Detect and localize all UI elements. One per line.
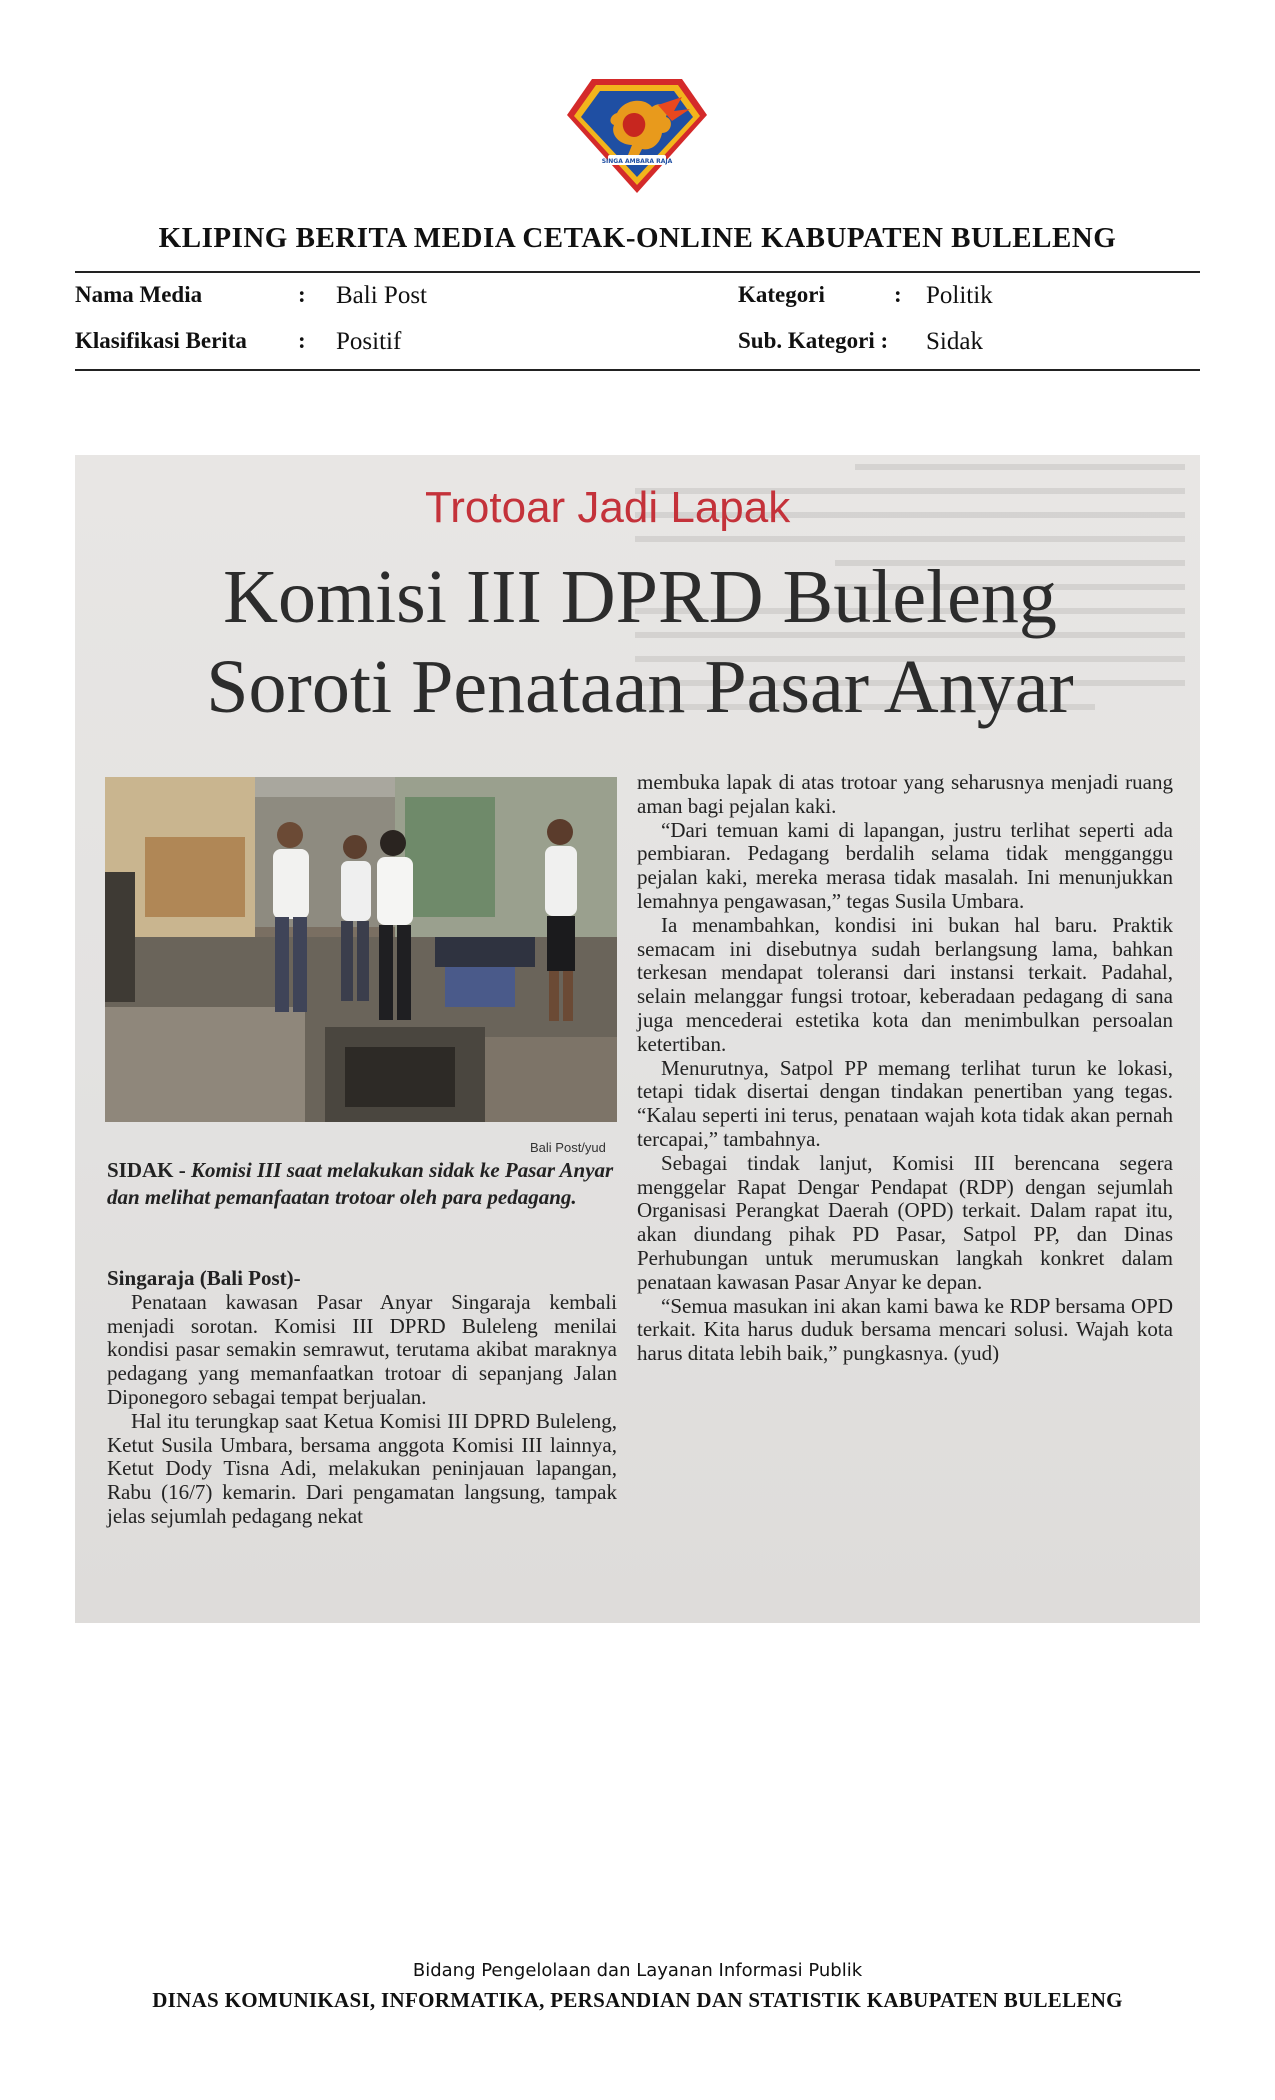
buleleng-logo — [562, 75, 712, 195]
footer-department: Bidang Pengelolaan dan Layanan Informasi Publik — [412, 1960, 863, 1981]
article-photo — [105, 777, 617, 1122]
header-bottom-rule — [75, 369, 1200, 371]
caption-body: Komisi III saat melakukan sidak ke Pasar Anyar dan melihat pemanfaatan trotoar oleh para pedagang. — [107, 1158, 614, 1209]
kategori-label: Kategori — [738, 282, 825, 307]
right-paragraph: Ia menambahkan, kondisi ini bukan hal baru. Praktik semacam ini disebutnya sudah berlangsung lama, bahkan terkesan mendapat toleransi dari instansi terkait. Padahal, selain melanggar fungsi trotoar, keberadaan pedagang di sana juga mencederai estetika kota dan menimbulkan persoalan ketertiban. — [637, 912, 1173, 1056]
klasifikasi-label: Klasifikasi Berita — [75, 328, 247, 353]
kategori-value: Politik — [926, 282, 993, 309]
article-dateline: Singaraja (Bali Post)- — [107, 1266, 301, 1290]
caption-lead: SIDAK - — [107, 1158, 186, 1182]
nama-media-value: Bali Post — [336, 282, 427, 309]
photo-credit: Bali Post/yud — [530, 1140, 606, 1155]
klasifikasi-value: Positif — [336, 328, 402, 355]
right-paragraph: Menurutnya, Satpol PP memang terlihat turun ke lokasi, tetapi tidak disertai dengan tindakan penertiban yang tegas. “Kalau seperti ini terus, penataan wajah kota tidak akan pernah tercapai,” tambahnya. — [637, 1055, 1173, 1151]
kategori-colon: : — [894, 282, 902, 307]
right-paragraph: membuka lapak di atas trotoar yang seharusnya menjadi ruang aman bagi pejalan kaki. — [637, 770, 1173, 818]
article-right-column — [637, 771, 1173, 1366]
article-kicker: Trotoar Jadi Lapak — [425, 483, 791, 532]
sub-kategori-value: Sidak — [926, 328, 983, 355]
logo-emblem-icon — [562, 75, 712, 195]
headline-line-1: Komisi III DPRD Buleleng — [223, 555, 1057, 639]
right-paragraph: Sebagai tindak lanjut, Komisi III berencana segera menggelar Rapat Dengar Pendapat (RDP) dengan sejumlah Organisasi Perangkat Daerah (OPD) terkait. Dalam rapat itu, akan diundang pihak PD Pasar, Satpol PP, dan Dinas Perhubungan untuk merumuskan langkah konkret dalam penataan kawasan Pasar Anyar ke depan. — [637, 1150, 1173, 1294]
footer-agency: DINAS KOMUNIKASI, INFORMATIKA, PERSANDIAN DAN STATISTIK KABUPATEN BULELENG — [152, 1988, 1123, 2012]
right-paragraph: “Semua masukan ini akan kami bawa ke RDP bersama OPD terkait. Kita harus duduk bersama mencari solusi. Wajah kota harus ditata lebih baik,” pungkasnya. (yud) — [637, 1293, 1173, 1366]
left-paragraph: Hal itu terungkap saat Ketua Komisi III DPRD Buleleng, Ketut Susila Umbara, bersama anggota Komisi III lainnya, Ketut Dody Tisna Adi, melakukan peninjauan lapangan, Rabu (16/7) kemarin. Dari pengamatan langsung, tampak jelas sejumlah pedagang nekat — [107, 1408, 617, 1528]
klasifikasi-colon: : — [298, 328, 306, 353]
newspaper-clipping — [75, 455, 1200, 1623]
logo-motto: SINGA AMBARA RAJA — [601, 158, 673, 165]
article-left-column — [107, 1267, 617, 1529]
left-paragraph: Penataan kawasan Pasar Anyar Singaraja kembali menjadi sorotan. Komisi III DPRD Buleleng menilai kondisi pasar semakin semrawut, terutama akibat maraknya pedagang yang memanfaatkan trotoar di sepanjang Jalan Diponegoro sebagai tempat berjualan. — [107, 1289, 617, 1409]
market-inspection-photo — [105, 777, 617, 1122]
document-title: KLIPING BERITA MEDIA CETAK-ONLINE KABUPATEN BULELENG — [158, 222, 1117, 254]
nama-media-colon: : — [298, 282, 306, 307]
sub-kategori-label: Sub. Kategori : — [738, 328, 889, 353]
photo-caption — [107, 1157, 617, 1211]
headline-line-2: Soroti Penataan Pasar Anyar — [206, 645, 1074, 729]
nama-media-label: Nama Media — [75, 282, 203, 307]
header-top-rule — [75, 271, 1200, 273]
right-paragraph: “Dari temuan kami di lapangan, justru terlihat seperti ada pembiaran. Pedagang berdalih selama tidak mengganggu pejalan kaki, mereka merasa tidak masalah. Ini menunjukkan lemahnya pengawasan,” tegas Susila Umbara. — [637, 817, 1173, 913]
